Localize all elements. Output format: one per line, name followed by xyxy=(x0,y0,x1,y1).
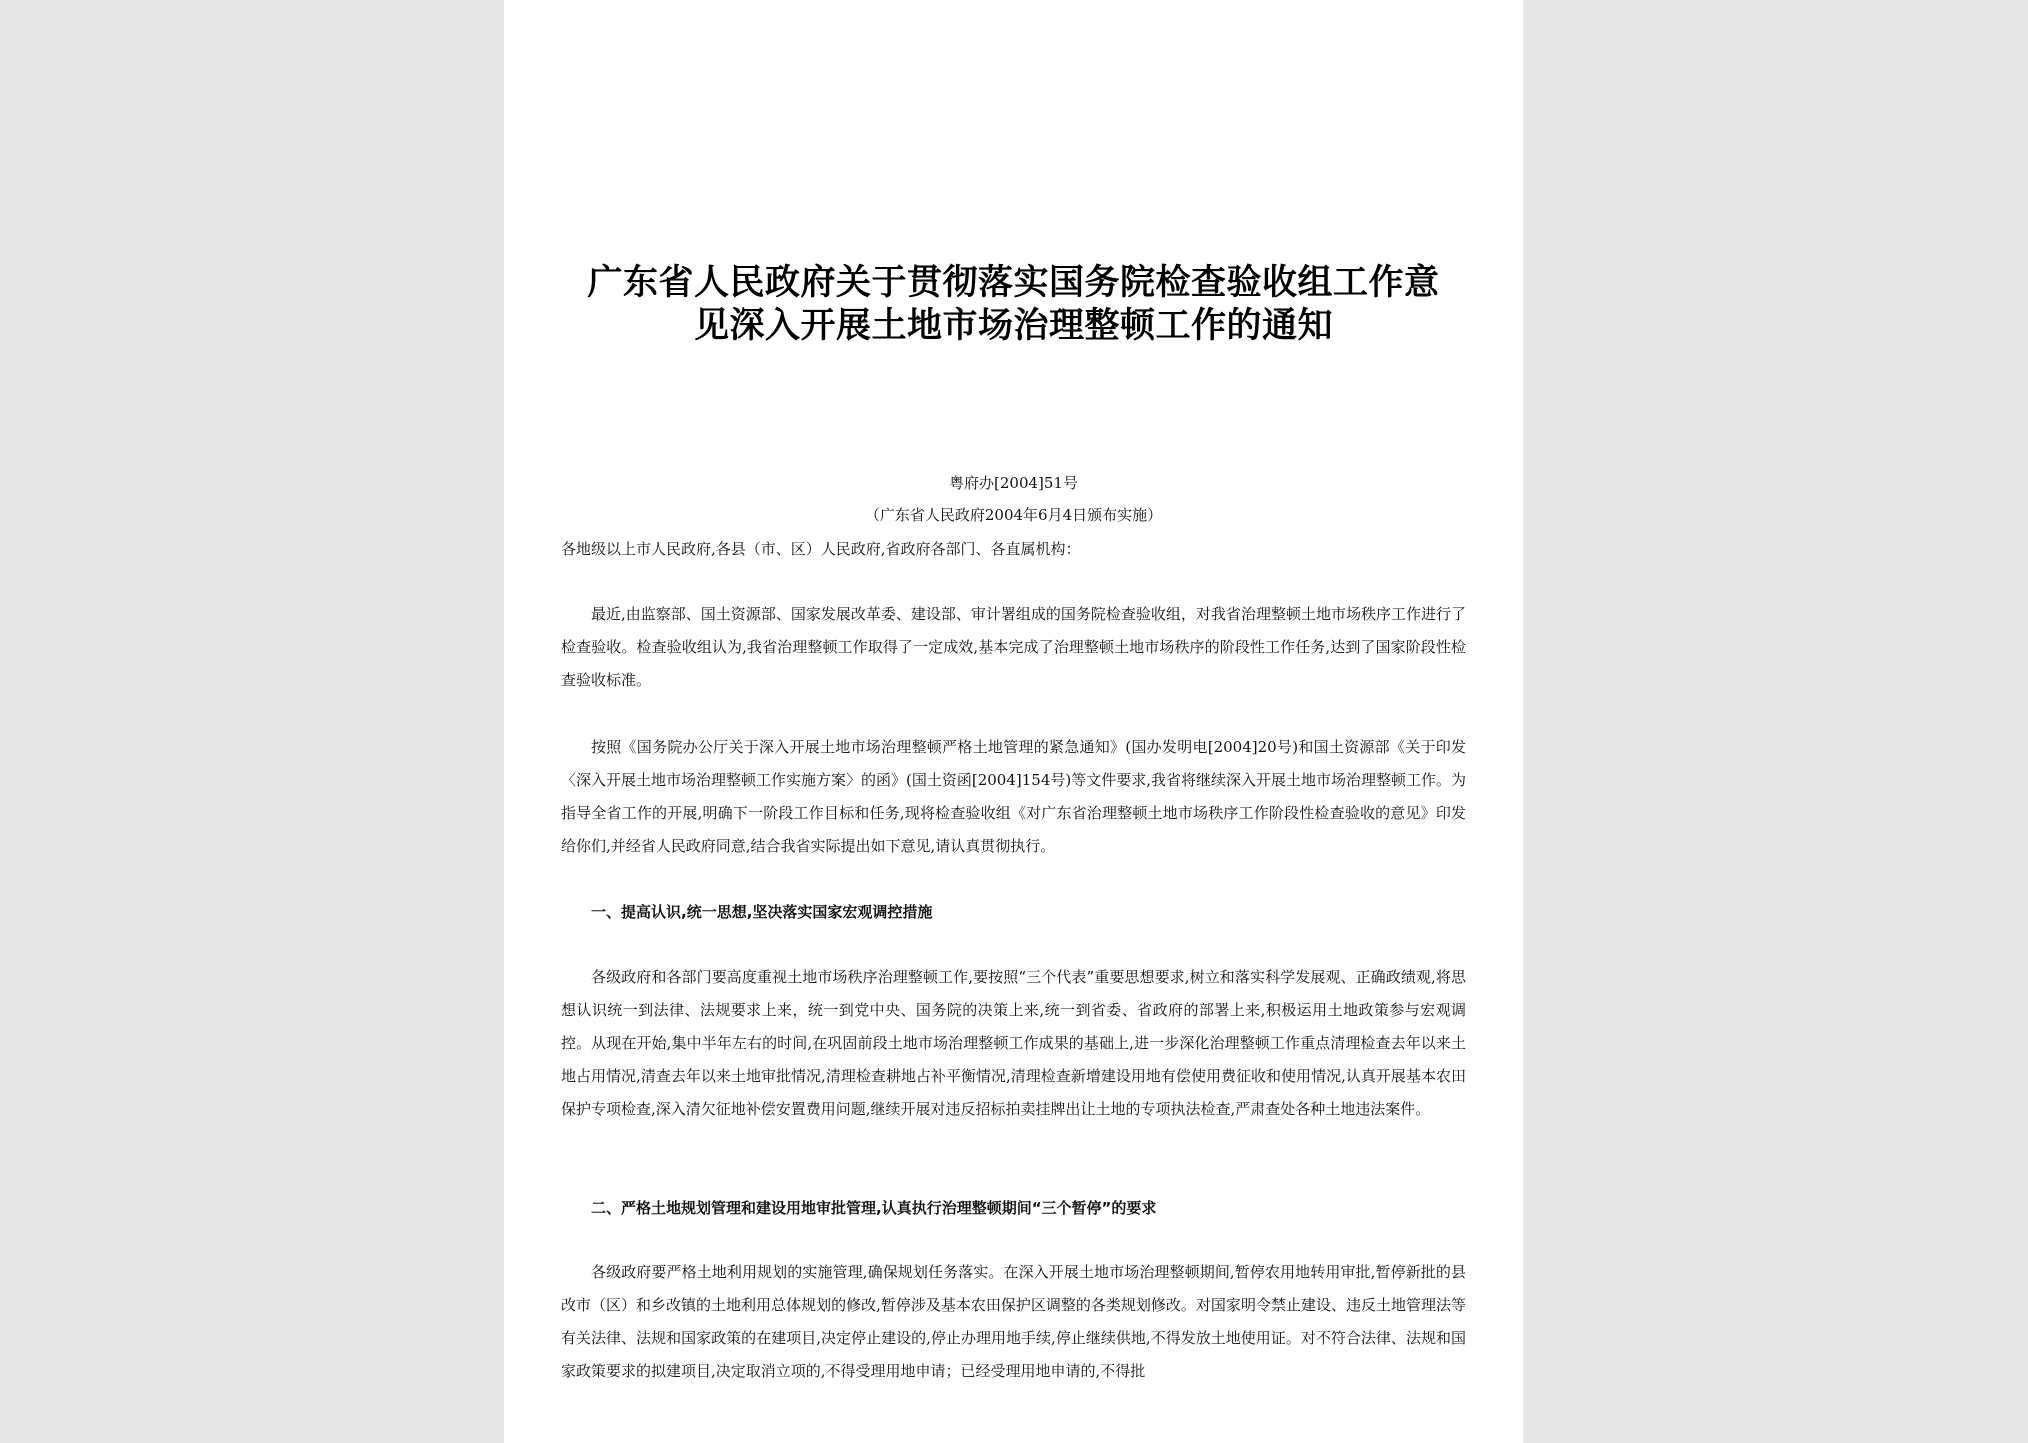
paragraph-4: 各级政府要严格土地利用规划的实施管理,确保规划任务落实。在深入开展土地市场治理整顿期间,暂停农用地转用审批,暂停新批的县改市（区）和乡改镇的土地利用总体规划的修改,暂停涉及基本农田保护区调整的各类规划修改。对国家明令禁止建设、违反土地管理法等有关法律、法规和国家政策的在建项目,决定停止建设的,停止办理用地手续,停止继续供地,不得发放土地使用证。对不符合法律、法规和国家政策要求的拟建项目,决定取消立项的,不得受理用地申请；已经受理用地申请的,不得批 xyxy=(561,1263,1466,1380)
paragraph-2: 按照《国务院办公厅关于深入开展土地市场治理整顿严格土地管理的紧急通知》(国办发明电[2004]20号)和国土资源部《关于印发〈深入开展土地市场治理整顿工作实施方案〉的函》(国土资函[2004]154号)等文件要求,我省将继续深入开展土地市场治理整顿工作。为指导全省工作的开展,明确下一阶段工作目标和任务,现将检查验收组《对广东省治理整顿土地市场秩序工作阶段性检查验收的意见》印发给你们,并经省人民政府同意,结合我省实际提出如下意见,请认真贯彻执行。 xyxy=(561,738,1466,855)
addressee-line: 各地级以上市人民政府,各县（市、区）人民政府,省政府各部门、各直属机构： xyxy=(561,540,1081,558)
section-heading-1: 一、提高认识,统一思想,坚决落实国家宏观调控措施 xyxy=(591,903,933,921)
title-line-2: 见深入开展土地市场治理整顿工作的通知 xyxy=(693,306,1333,346)
paragraph-1: 最近,由监察部、国土资源部、国家发展改革委、建设部、审计署组成的国务院检查验收组，对我省治理整顿土地市场秩序工作进行了检查验收。检查验收组认为,我省治理整顿工作取得了一定成效,基本完成了治理整顿土地市场秩序的阶段性工作任务,达到了国家阶段性检查验收标准。 xyxy=(561,605,1466,689)
paragraph-3: 各级政府和各部门要高度重视土地市场秩序治理整顿工作,要按照“三个代表”重要思想要求,树立和落实科学发展观、正确政绩观,将思想认识统一到法律、法规要求上来，统一到党中央、国务院的决策上来,统一到省委、省政府的部署上来,积极运用土地政策参与宏观调控。从现在开始,集中半年左右的时间,在巩固前段土地市场治理整顿工作成果的基础上,进一步深化治理整顿工作重点清理检查去年以来土地占用情况,清查去年以来土地审批情况,清理检查耕地占补平衡情况,清理检查新增建设用地有偿使用费征收和使用情况,认真开展基本农田保护专项检查,深入清欠征地补偿安置费用问题,继续开展对违反招标拍卖挂牌出让土地的专项执法检查,严肃查处各种土地违法案件。 xyxy=(561,968,1466,1118)
document-number: 粤府办[2004]51号 xyxy=(949,474,1078,492)
document-page xyxy=(504,0,1523,1443)
document-date: （广东省人民政府2004年6月4日颁布实施） xyxy=(864,506,1163,524)
title-line-1: 广东省人民政府关于贯彻落实国务院检查验收组工作意 xyxy=(587,263,1440,303)
section-heading-2: 二、严格土地规划管理和建设用地审批管理,认真执行治理整顿期间“三个暂停”的要求 xyxy=(591,1199,1157,1217)
document-title xyxy=(564,262,1463,348)
